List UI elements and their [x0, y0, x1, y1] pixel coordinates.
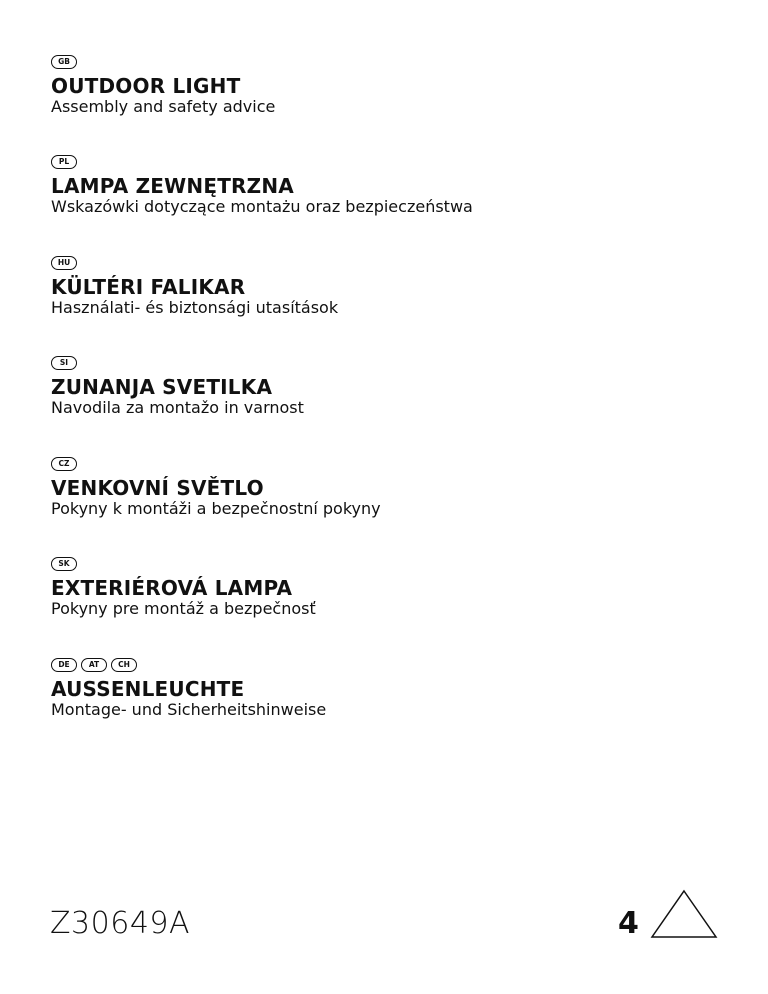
section-subtitle: Pokyny pre montáž a bezpečnosť — [51, 599, 316, 618]
language-section-sk — [51, 557, 731, 619]
country-code-badge: HU — [51, 256, 77, 270]
language-section-hu — [51, 256, 731, 318]
country-code-badge: PL — [51, 155, 77, 169]
country-code-badge: SI — [51, 356, 77, 370]
section-subtitle: Montage- und Sicherheitshinweise — [51, 700, 327, 719]
section-title: ZUNANJA SVETILKA — [51, 375, 273, 399]
section-title: VENKOVNÍ SVĚTLO — [51, 476, 264, 500]
country-codes — [51, 658, 731, 672]
country-codes — [51, 55, 731, 69]
country-codes — [51, 356, 731, 370]
section-subtitle: Használati- és biztonsági utasítások — [51, 298, 339, 317]
section-subtitle: Pokyny k montáži a bezpečnostní pokyny — [51, 499, 381, 518]
country-code-badge: GB — [51, 55, 77, 69]
language-section-gb — [51, 55, 731, 117]
section-subtitle: Assembly and safety advice — [51, 97, 276, 116]
country-code-badge: CH — [111, 658, 137, 672]
page-number: 4 — [618, 906, 639, 941]
section-title: LAMPA ZEWNĘTRZNA — [51, 174, 294, 198]
section-subtitle: Navodila za montažo in varnost — [51, 398, 304, 417]
country-codes — [51, 256, 731, 270]
language-section-de-at-ch — [51, 658, 731, 720]
country-code-badge: SK — [51, 557, 77, 571]
section-title: KÜLTÉRI FALIKAR — [51, 275, 246, 299]
country-codes — [51, 557, 731, 571]
language-section-cz — [51, 457, 731, 519]
country-code-badge: CZ — [51, 457, 77, 471]
section-title: EXTERIÉROVÁ LAMPA — [51, 576, 293, 600]
section-title: AUSSENLEUCHTE — [51, 677, 245, 701]
language-section-si — [51, 356, 731, 418]
country-code-badge: AT — [81, 658, 107, 672]
country-codes — [51, 457, 731, 471]
section-subtitle: Wskazówki dotyczące montażu oraz bezpieczeństwa — [51, 197, 473, 216]
country-codes — [51, 155, 731, 169]
language-section-pl — [51, 155, 731, 217]
country-code-badge: DE — [51, 658, 77, 672]
section-title: OUTDOOR LIGHT — [51, 74, 241, 98]
model-number: Z30649A — [50, 906, 191, 941]
triangle-outline-icon — [650, 889, 718, 939]
